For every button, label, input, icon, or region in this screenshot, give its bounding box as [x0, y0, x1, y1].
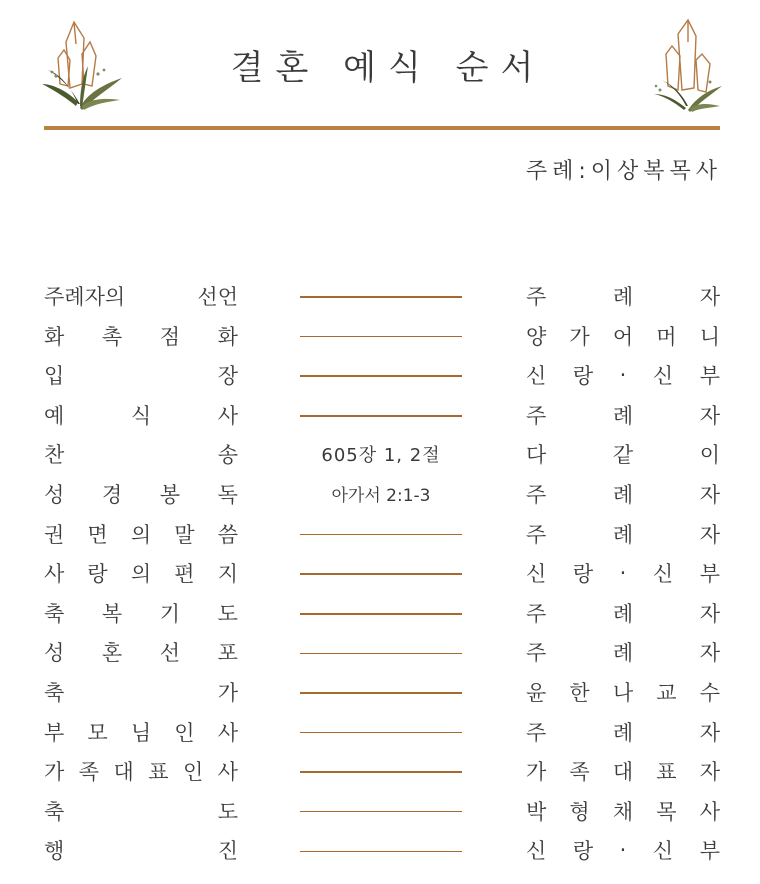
ceremony-order-list: [44, 277, 720, 871]
page-title: 결혼 예식 순서: [230, 48, 546, 88]
order-item: 성 혼 선 포: [44, 641, 238, 666]
leader-line: [300, 637, 462, 667]
leader-line: [300, 400, 462, 430]
leader-line-stroke: [300, 534, 462, 536]
order-person: 윤 한 나 교 수: [526, 680, 720, 705]
order-item: 축 복 기 도: [44, 601, 238, 626]
leader-line: [300, 558, 462, 588]
order-row: [44, 356, 720, 396]
leader-line-stroke: [300, 613, 462, 615]
order-item: 가 족 대 표 인 사: [44, 760, 238, 785]
leader-line-stroke: [300, 573, 462, 575]
order-person: 신 랑 · 신 부: [526, 838, 720, 864]
officiant-line: 주례:이상복목사: [525, 159, 722, 184]
leader-line: [300, 756, 462, 786]
order-item: 축 도: [44, 799, 238, 824]
leader-line: [300, 717, 462, 747]
order-detail: 아가서 2:1-3: [331, 486, 431, 507]
order-item: 화 촉 점 화: [44, 324, 238, 349]
order-item: 권 면 의 말 씀: [44, 522, 238, 547]
order-row: [44, 713, 720, 753]
order-row: [44, 277, 720, 317]
order-person: 주 례 자: [526, 403, 720, 428]
order-person: 주 례 자: [526, 522, 720, 547]
order-person: 박 형 채 목 사: [526, 799, 720, 824]
order-row: [44, 396, 720, 436]
leader-line-stroke: [300, 851, 462, 853]
order-row: [44, 673, 720, 713]
order-item: 축 가: [44, 680, 238, 705]
leader-line: [300, 835, 462, 865]
order-row: [44, 515, 720, 555]
order-person: 주 례 자: [526, 285, 720, 309]
order-item: 성 경 봉 독: [44, 482, 238, 507]
leader-line-stroke: [300, 336, 462, 338]
order-item: 찬 송: [44, 443, 238, 468]
order-person: 주 례 자: [526, 641, 720, 666]
leader-line: [300, 677, 462, 707]
order-person: 신 랑 · 신 부: [526, 561, 720, 587]
leader-line-stroke: [300, 296, 462, 298]
leader-line: [300, 519, 462, 549]
leader-line-stroke: [300, 415, 462, 417]
title-divider: [44, 126, 720, 130]
leader-line: [300, 598, 462, 628]
order-detail: 605장 1, 2절: [321, 445, 441, 467]
order-item: 입 장: [44, 364, 238, 389]
order-row: [44, 594, 720, 634]
leader-line-stroke: [300, 732, 462, 734]
order-row: [44, 831, 720, 871]
leader-line-stroke: [300, 375, 462, 377]
leader-line: [300, 281, 462, 311]
order-person: 양 가 어 머 니: [526, 324, 720, 349]
order-person: 주 례 자: [526, 601, 720, 626]
leader-line-stroke: [300, 771, 462, 773]
order-item: 예 식 사: [44, 403, 238, 428]
order-item: 사 랑 의 편 지: [44, 562, 238, 587]
leader-line-stroke: [300, 692, 462, 694]
order-item: 부 모 님 인 사: [44, 720, 238, 745]
order-person: 주 례 자: [526, 720, 720, 745]
order-row: [44, 554, 720, 594]
leader-line: [300, 321, 462, 351]
order-person: 가 족 대 표 자: [526, 760, 720, 785]
order-item: 주례자의 선언: [44, 285, 238, 309]
leader-line: [300, 360, 462, 390]
leader-line: [300, 796, 462, 826]
order-row: [44, 633, 720, 673]
leader-line-stroke: [300, 653, 462, 655]
order-person: 신 랑 · 신 부: [526, 363, 720, 389]
order-row: [44, 475, 720, 515]
order-row: [44, 435, 720, 475]
order-row: [44, 317, 720, 357]
leader-line-stroke: [300, 811, 462, 813]
order-row: [44, 752, 720, 792]
order-row: [44, 792, 720, 832]
order-item: 행 진: [44, 839, 238, 864]
order-person: 다 같 이: [526, 443, 720, 468]
order-person: 주 례 자: [526, 482, 720, 507]
